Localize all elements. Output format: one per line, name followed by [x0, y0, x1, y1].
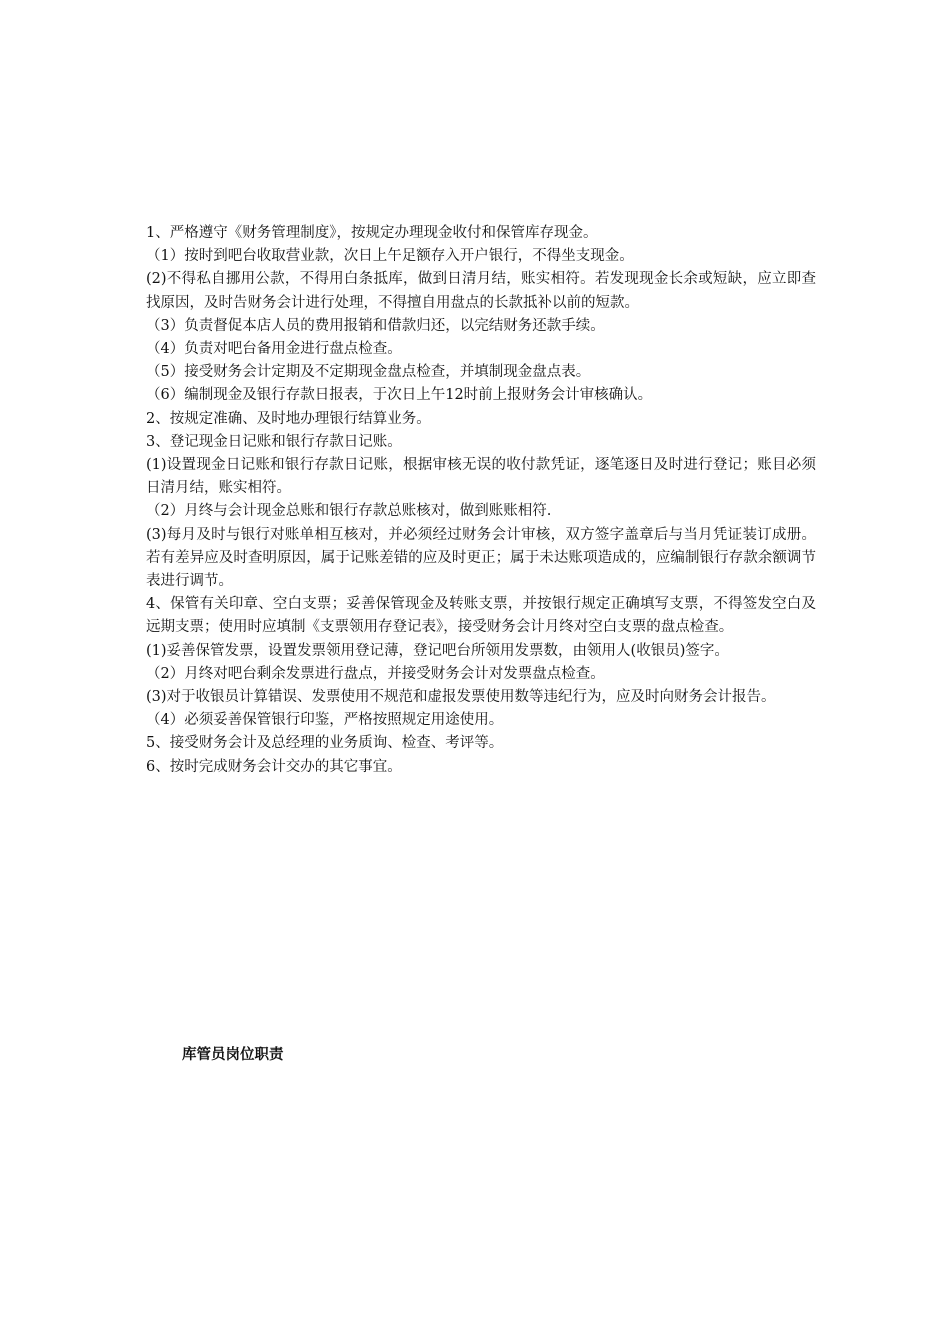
duty-item-5: 5、接受财务会计及总经理的业务质询、检查、考评等。 [146, 735, 504, 752]
duty-item-3: 3、登记现金日记账和银行存款日记账。 [146, 433, 402, 450]
duty-subitem-1-1: （1）按时到吧台收取营业款，次日上午足额存入开户银行，不得坐支现金。 [146, 248, 634, 265]
duty-subitem-1-2: (2)不得私自挪用公款，不得用白条抵库，做到日清月结，账实相符。若发现现金长余或短缺，应立即查找原因，及时告财务会计进行处理，不得擅自用盘点的长款抵补以前的短款。 [146, 271, 816, 311]
duty-subitem-3-3: (3)每月及时与银行对账单相互核对，并必须经过财务会计审核，双方签字盖章后与当月凭证装订成册。若有差异应及时查明原因，属于记账差错的应及时更正；属于未达账项造成的，应编制银行存款余额调节表进行调节。 [146, 526, 816, 590]
duties-body [146, 222, 816, 779]
duty-subitem-1-5: （5）接受财务会计定期及不定期现金盘点检查，并填制现金盘点表。 [146, 364, 591, 381]
duty-subitem-4-1: (1)妥善保管发票，设置发票领用登记薄，登记吧台所领用发票数，由领用人(收银员)签字。 [146, 642, 729, 659]
duty-item-4: 4、保管有关印章、空白支票；妥善保管现金及转账支票，并按银行规定正确填写支票，不得签发空白及远期支票；使用时应填制《支票领用存登记表》，接受财务会计月终对空白支票的盘点检查。 [146, 596, 816, 636]
section-title: 库管员岗位职责 [182, 1047, 284, 1063]
duty-item-6: 6、按时完成财务会计交办的其它事宜。 [146, 758, 402, 775]
duty-subitem-4-3: (3)对于收银员计算错误、发票使用不规范和虚报发票使用数等违纪行为，应及时向财务会计报告。 [146, 689, 776, 706]
duty-subitem-3-2: （2）月终与会计现金总账和银行存款总账核对，做到账账相符. [146, 503, 552, 520]
duty-subitem-1-4: （4）负责对吧台备用金进行盘点检查。 [146, 341, 402, 358]
duty-subitem-3-1: (1)设置现金日记账和银行存款日记账，根据审核无误的收付款凭证，逐笔逐日及时进行登记；账目必须日清月结，账实相符。 [146, 457, 816, 497]
duty-item-2: 2、按规定准确、及时地办理银行结算业务。 [146, 410, 431, 427]
duty-subitem-1-6: （6）编制现金及银行存款日报表，于次日上午12时前上报财务会计审核确认。 [146, 387, 653, 404]
duty-item-1: 1、严格遵守《财务管理制度》，按规定办理现金收付和保管库存现金。 [146, 225, 598, 241]
duty-subitem-4-2: （2）月终对吧台剩余发票进行盘点，并接受财务会计对发票盘点检查。 [146, 665, 605, 682]
duty-subitem-1-3: （3）负责督促本店人员的费用报销和借款归还，以完结财务还款手续。 [146, 317, 605, 334]
duty-subitem-4-4: （4）必须妥善保管银行印鉴，严格按照规定用途使用。 [146, 712, 504, 729]
